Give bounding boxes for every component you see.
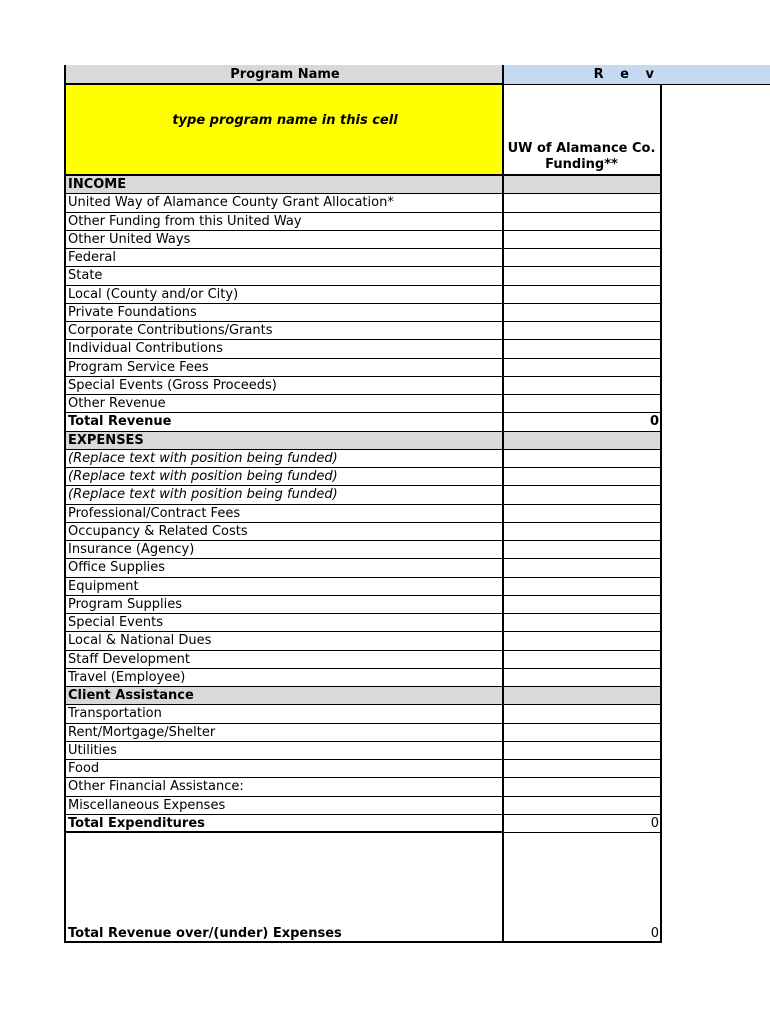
expense-row-label: Occupancy & Related Costs [64, 523, 502, 541]
expense-row [64, 505, 664, 523]
client-assistance-row [64, 742, 664, 760]
income-row-label: Other Funding from this United Way [64, 213, 502, 231]
section-income-label: INCOME [64, 176, 502, 194]
expense-row-amount-cell[interactable] [502, 596, 662, 614]
client-assistance-row-amount-cell[interactable] [502, 742, 662, 760]
income-row-label: Other Revenue [64, 395, 502, 413]
expense-row [64, 651, 664, 669]
expense-row [64, 632, 664, 650]
client-assistance-row-label: Food [64, 760, 502, 778]
income-row [64, 267, 664, 285]
expense-row-label: Travel (Employee) [64, 669, 502, 687]
expense-row-amount-cell[interactable] [502, 541, 662, 559]
section-expenses-label: EXPENSES [64, 432, 502, 450]
income-row-label: Federal [64, 249, 502, 267]
section-client-assistance-label: Client Assistance [64, 687, 502, 705]
expense-row-amount-cell[interactable] [502, 632, 662, 650]
expense-row-amount-cell[interactable] [502, 505, 662, 523]
income-row [64, 377, 664, 395]
expense-row-label: Office Supplies [64, 559, 502, 577]
expense-row [64, 614, 664, 632]
income-row-label: Individual Contributions [64, 340, 502, 358]
client-assistance-row-label: Rent/Mortgage/Shelter [64, 724, 502, 742]
header-row [64, 65, 770, 85]
client-assistance-row-amount-cell[interactable] [502, 705, 662, 723]
section-client-assistance [64, 687, 664, 705]
total-expenditures-row-label: Total Expenditures [64, 815, 502, 833]
income-row [64, 395, 664, 413]
section-income-amount-cell[interactable] [502, 176, 662, 194]
expense-row-label: Equipment [64, 578, 502, 596]
client-assistance-row-amount-cell[interactable] [502, 724, 662, 742]
income-row-label: State [64, 267, 502, 285]
expense-row [64, 541, 664, 559]
position-row-label: (Replace text with position being funded) [64, 486, 502, 504]
position-row-amount-cell[interactable] [502, 450, 662, 468]
total-expenditures-row-amount-cell[interactable]: 0 [502, 815, 662, 833]
income-row-label: Program Service Fees [64, 359, 502, 377]
income-row-label: Local (County and/or City) [64, 286, 502, 304]
client-assistance-row-amount-cell[interactable] [502, 760, 662, 778]
position-row-label: (Replace text with position being funded) [64, 450, 502, 468]
income-row-amount-cell[interactable] [502, 194, 662, 212]
client-assistance-row [64, 797, 664, 815]
position-row-amount-cell[interactable] [502, 468, 662, 486]
client-assistance-row-label: Utilities [64, 742, 502, 760]
net-total-row [64, 833, 664, 943]
income-row-amount-cell[interactable] [502, 377, 662, 395]
income-row [64, 249, 664, 267]
client-assistance-row-label: Transportation [64, 705, 502, 723]
income-row-label: United Way of Alamance County Grant Allocation* [64, 194, 502, 212]
income-row [64, 213, 664, 231]
expense-row-amount-cell[interactable] [502, 651, 662, 669]
position-row [64, 486, 664, 504]
expense-row-label: Local & National Dues [64, 632, 502, 650]
income-row-amount-cell[interactable] [502, 213, 662, 231]
position-row [64, 450, 664, 468]
client-assistance-row-label: Miscellaneous Expenses [64, 797, 502, 815]
income-row [64, 304, 664, 322]
total-revenue-row [64, 413, 664, 431]
program-name-input[interactable] [64, 85, 502, 176]
income-row [64, 231, 664, 249]
income-row-amount-cell[interactable] [502, 340, 662, 358]
net-total-label: Total Revenue over/(under) Expenses [64, 833, 502, 943]
income-row-amount-cell[interactable] [502, 286, 662, 304]
section-income [64, 176, 664, 194]
expense-row [64, 596, 664, 614]
expense-row-amount-cell[interactable] [502, 578, 662, 596]
position-row-label: (Replace text with position being funded) [64, 468, 502, 486]
expense-row-label: Staff Development [64, 651, 502, 669]
expense-row [64, 523, 664, 541]
position-row-amount-cell[interactable] [502, 486, 662, 504]
income-row-amount-cell[interactable] [502, 231, 662, 249]
section-expenses [64, 432, 664, 450]
expense-row-amount-cell[interactable] [502, 559, 662, 577]
income-row-label: Special Events (Gross Proceeds) [64, 377, 502, 395]
client-assistance-row [64, 724, 664, 742]
income-row [64, 286, 664, 304]
income-row-amount-cell[interactable] [502, 249, 662, 267]
income-row-label: Corporate Contributions/Grants [64, 322, 502, 340]
expense-row-label: Professional/Contract Fees [64, 505, 502, 523]
net-total-amount-cell[interactable]: 0 [502, 833, 662, 943]
section-expenses-amount-cell[interactable] [502, 432, 662, 450]
expense-row-amount-cell[interactable] [502, 523, 662, 541]
client-assistance-row-label: Other Financial Assistance: [64, 778, 502, 796]
revenue-header-label: R e v [593, 67, 660, 82]
income-row-amount-cell[interactable] [502, 395, 662, 413]
income-row [64, 359, 664, 377]
uw-funding-column-header: UW of Alamance Co. Funding** [502, 85, 662, 176]
program-name-text: type program name in this cell [172, 113, 398, 128]
expense-row [64, 578, 664, 596]
expense-row [64, 669, 664, 687]
income-row-amount-cell[interactable] [502, 322, 662, 340]
position-row [64, 468, 664, 486]
client-assistance-row [64, 705, 664, 723]
client-assistance-row [64, 778, 664, 796]
program-name-row [64, 85, 664, 176]
total-revenue-row-label: Total Revenue [64, 413, 502, 431]
income-row-label: Private Foundations [64, 304, 502, 322]
expense-row-amount-cell[interactable] [502, 669, 662, 687]
expense-row-amount-cell[interactable] [502, 614, 662, 632]
client-assistance-row [64, 760, 664, 778]
income-row [64, 340, 664, 358]
expense-row-label: Program Supplies [64, 596, 502, 614]
section-client-assistance-amount-cell[interactable] [502, 687, 662, 705]
client-assistance-row-amount-cell[interactable] [502, 797, 662, 815]
client-assistance-row-amount-cell[interactable] [502, 778, 662, 796]
income-row-amount-cell[interactable] [502, 359, 662, 377]
expense-row [64, 559, 664, 577]
expense-row-label: Special Events [64, 614, 502, 632]
program-name-header: Program Name [64, 65, 502, 85]
total-expenditures-row [64, 815, 664, 833]
income-row [64, 194, 664, 212]
expense-row-label: Insurance (Agency) [64, 541, 502, 559]
income-row-label: Other United Ways [64, 231, 502, 249]
total-revenue-row-amount-cell[interactable]: 0 [502, 413, 662, 431]
income-row [64, 322, 664, 340]
income-row-amount-cell[interactable] [502, 267, 662, 285]
income-row-amount-cell[interactable] [502, 304, 662, 322]
